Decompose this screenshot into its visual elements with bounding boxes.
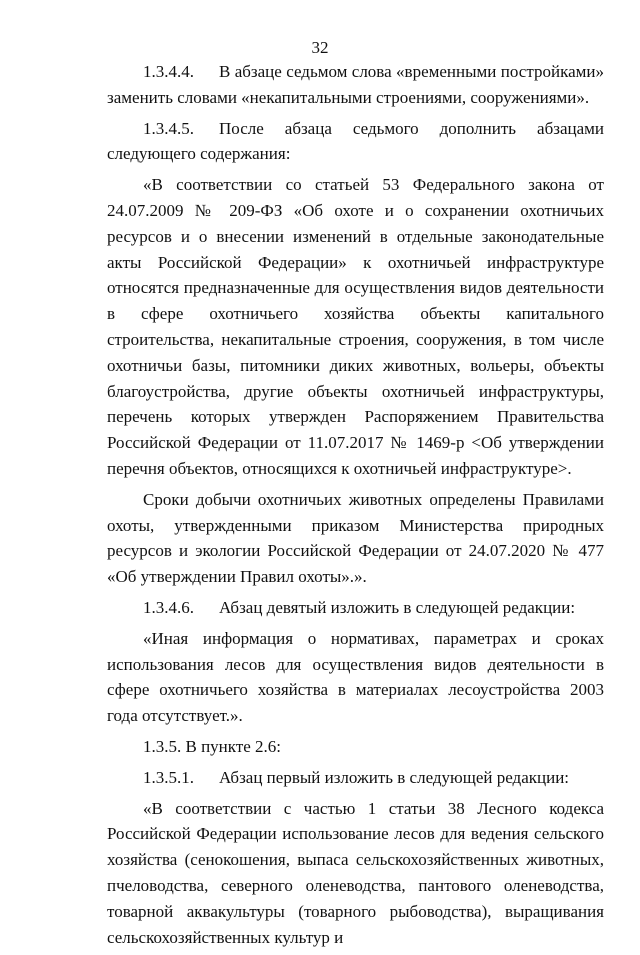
- paragraph-text: «В соответствии со статьей 53 Федерального закона от 24.07.2009 № 209-ФЗ «Об охоте и о сохранении охотничьих ресурсов и о внесении изменений в отдельные законодательные акты Российской Федерации» к охотничьей инфраструктуре относятся предназначенные для осуществления видов деятельности в сфере охотничьего хозяйства объекты капитального строительства, некапитальные строения, сооружения, в том числе охотничьи базы, питомники диких животных, вольеры, объекты благоустройства, другие объекты охотничьей инфраструктуры, перечень которых утвержден Распоряжением Правительства Российской Федерации от 11.07.2017 № 1469-р <Об утверждении перечня объектов, относящихся к охотничьей инфраструктуре>.: [107, 175, 604, 478]
- paragraph-text: В абзаце седьмом слова «временными постройками» заменить словами «некапитальными строениями, сооружениями».: [107, 62, 604, 107]
- paragraph-number: 1.3.4.4.: [143, 62, 194, 81]
- paragraph-number: 1.3.4.6.: [143, 597, 194, 617]
- paragraph-text: «В соответствии с частью 1 статьи 38 Лесного кодекса Российской Федерации использование лесов для ведения сельского хозяйства (сенокошения, выпаса сельскохозяйственных животных, пчеловодства, северного оленеводства, пантового оленеводства, товарной аквакультуры (товарного рыбоводства), выращивания сельскохозяйственных культур и: [107, 798, 604, 947]
- paragraph-quote-forest-code: [107, 796, 604, 951]
- paragraph-text: Абзац первый изложить в следующей редакции:: [219, 767, 570, 787]
- page-number: 32: [311, 38, 329, 57]
- paragraph-text: После абзаца седьмого дополнить абзацами следующего содержания:: [107, 118, 604, 164]
- paragraph-text: Абзац девятый изложить в следующей редакции:: [219, 597, 576, 617]
- paragraph-1-3-4-4: [107, 59, 604, 111]
- paragraph-quote-other-info: [107, 626, 604, 729]
- paragraph-quote-infrastructure: [107, 172, 604, 482]
- paragraph-number: 1.3.4.5.: [143, 118, 194, 138]
- paragraph-text: 1.3.5. В пункте 2.6:: [143, 736, 282, 756]
- paragraph-text: Сроки добычи охотничьих животных определены Правилами охоты, утвержденными приказом Министерства природных ресурсов и экологии Российской Федерации от 24.07.2020 № 477 «Об утверждении Правил охоты».».: [107, 489, 604, 587]
- document-body: [107, 59, 604, 955]
- paragraph-text: «Иная информация о нормативах, параметрах и сроках использования лесов для осуществления видов деятельности в сфере охотничьего хозяйства в материалах лесоустройства 2003 года отсутствует.».: [107, 628, 604, 726]
- paragraph-1-3-5: [107, 734, 604, 760]
- paragraph-1-3-4-5: [107, 116, 604, 168]
- paragraph-1-3-4-6: [107, 595, 604, 621]
- paragraph-hunting-terms: [107, 487, 604, 590]
- paragraph-1-3-5-1: [107, 765, 604, 791]
- paragraph-number: 1.3.5.1.: [143, 767, 194, 787]
